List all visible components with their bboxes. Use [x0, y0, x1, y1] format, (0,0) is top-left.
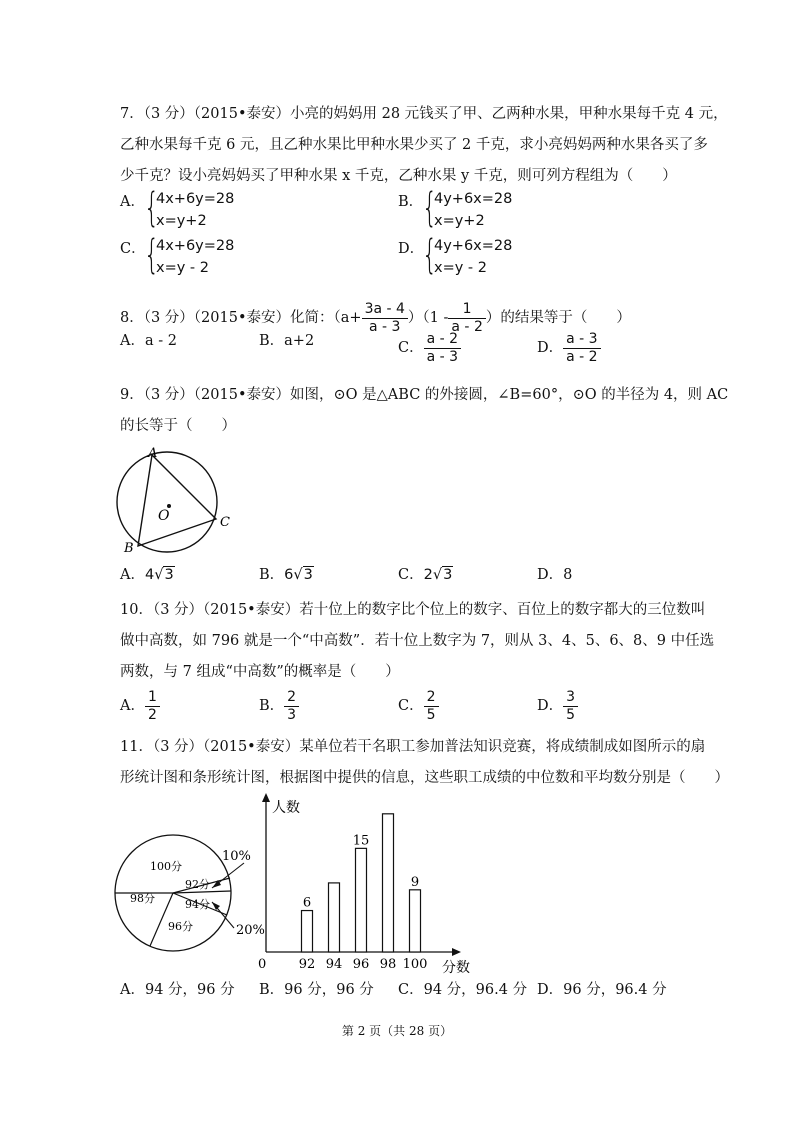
- q8-option-b: [259, 331, 314, 351]
- q10-option-a: [120, 686, 160, 726]
- x-tick-label: 100: [402, 957, 428, 972]
- option-value: 8: [563, 567, 573, 583]
- arrow-icon: [452, 948, 461, 956]
- q7-line1: 7．（3 分）（2015•泰安）小亮的妈妈用 28 元钱买了甲、乙两种水果，甲种水果每千克 4 元，: [120, 106, 728, 122]
- bar-group: [299, 814, 428, 972]
- option-fraction: [424, 689, 439, 724]
- arrow-icon: [262, 793, 270, 802]
- y-axis-label: 人数: [272, 800, 300, 816]
- denominator: a - 2: [566, 348, 598, 365]
- q9-option-b: [259, 565, 314, 585]
- bar-96: [356, 848, 367, 952]
- bar-100: [410, 890, 421, 952]
- q9-circle-figure: [110, 446, 240, 558]
- q9-option-d: [537, 565, 572, 585]
- option-label: A．: [120, 333, 145, 349]
- q7-option-d-system: [422, 232, 542, 282]
- numerator: a - 3: [563, 331, 600, 349]
- vertex-label-b: B: [124, 541, 134, 556]
- equation: x=y+2: [434, 213, 485, 229]
- q11-line1: 11．（3 分）（2015•泰安）某单位若干名职工参加普法知识竞赛，将成绩制成如图所示的扇: [120, 739, 706, 755]
- option-label: B．: [259, 698, 285, 714]
- q11-option-a: [120, 980, 235, 1000]
- option-fraction: [424, 331, 461, 366]
- numerator: 3: [563, 689, 578, 707]
- bar-98: [383, 814, 394, 952]
- q8-option-a: [120, 331, 177, 351]
- option-fraction: [563, 331, 600, 366]
- coefficient: 6: [284, 567, 294, 583]
- option-fraction: [563, 689, 578, 724]
- option-label: C．: [398, 982, 424, 998]
- vertex-label-a: A: [148, 446, 158, 461]
- option-label: C．: [398, 567, 424, 583]
- numerator: 3a - 4: [362, 301, 408, 319]
- denominator: a - 3: [369, 318, 401, 335]
- option-label: D．: [537, 340, 564, 356]
- option-label: A．: [120, 982, 145, 998]
- q9-line2: 的长等于（ ）: [120, 418, 236, 434]
- numerator: 2: [284, 689, 299, 707]
- q10-option-d: [537, 686, 578, 726]
- vertex-label-c: C: [220, 515, 230, 530]
- q11-bar-chart: [250, 790, 490, 980]
- center-label-o: O: [158, 508, 170, 524]
- x-axis-label: 分数: [442, 960, 470, 976]
- q7-option-b-system: [422, 185, 542, 235]
- q11-line2: 形统计图和条形统计图，根据图中提供的信息，这些职工成绩的中位数和平均数分别是（ ）: [120, 770, 729, 786]
- callout-20-percent: 20%: [236, 923, 265, 938]
- option-label: A．: [120, 567, 145, 583]
- brace-icon: {: [144, 232, 160, 278]
- option-fraction: [284, 689, 299, 724]
- x-tick-label: 98: [379, 957, 397, 972]
- bar-data-label: 15: [352, 833, 370, 849]
- origin-label: 0: [258, 957, 267, 972]
- q7-line3: 少千克？设小亮妈妈买了甲种水果 x 千克，乙种水果 y 千克，则可列方程组为（ ）: [120, 168, 677, 184]
- q8-mid: ）（1 -: [407, 310, 449, 326]
- bar-data-label: 6: [302, 895, 312, 911]
- option-fraction: [145, 689, 160, 724]
- equation: x=y - 2: [156, 260, 209, 276]
- radical: 4√3: [144, 567, 174, 583]
- denominator: a - 2: [451, 318, 483, 335]
- q9-line1: 9．（3 分）（2015•泰安）如图，⊙O 是△ABC 的外接圆，∠B=60°，⊙O 的半径为 4，则 AC: [120, 387, 729, 403]
- q11-option-d: [537, 980, 667, 1000]
- q10-option-b: [259, 686, 299, 726]
- denominator: 2: [147, 706, 157, 723]
- numerator: 2: [424, 689, 439, 707]
- pie-label-92: 92分: [185, 878, 210, 891]
- page-footer: 第 2 页（共 28 页）: [341, 1024, 453, 1038]
- brace-icon: {: [422, 232, 438, 278]
- q10-line1: 10．（3 分）（2015•泰安）若十位上的数字比个位上的数字、百位上的数字都大的三位数叫: [120, 602, 706, 618]
- coefficient: 2: [423, 567, 433, 583]
- q8-option-d: [537, 328, 601, 368]
- option-label: D．: [537, 567, 564, 583]
- callout-10-percent: 10%: [222, 849, 251, 864]
- q7-option-c-label: C．: [120, 241, 146, 257]
- numerator: 1: [145, 689, 160, 707]
- pie-label-100: 100分: [150, 860, 182, 873]
- radical: 6√3: [284, 567, 313, 583]
- q11-option-c: [398, 980, 527, 1000]
- denominator: 3: [287, 706, 297, 723]
- radicand: 3: [303, 567, 313, 583]
- q10-option-c: [398, 686, 439, 726]
- equation: 4y+6x=28: [434, 191, 513, 207]
- bar-data-label: 9: [410, 874, 420, 890]
- equation: x=y - 2: [434, 260, 487, 276]
- coefficient: 4: [144, 567, 155, 583]
- numerator: 1: [448, 301, 485, 319]
- option-value: 96 分，96 分: [284, 982, 374, 998]
- radical: 2√3: [423, 567, 453, 583]
- denominator: 5: [426, 706, 436, 723]
- option-label: B．: [259, 982, 285, 998]
- x-tick-label: 92: [298, 957, 316, 972]
- pie-label-98: 98分: [130, 892, 155, 905]
- brace-icon: {: [144, 185, 160, 231]
- option-value: 96 分，96.4 分: [563, 982, 667, 998]
- q9-option-a: [120, 565, 175, 585]
- brace-icon: {: [422, 185, 438, 231]
- q7-line2: 乙种水果每千克 6 元，且乙种水果比甲种水果少买了 2 千克，求小亮妈妈两种水果各买了多: [120, 137, 708, 153]
- radicand: 3: [443, 567, 453, 583]
- radicand: 3: [164, 567, 174, 583]
- denominator: 5: [566, 706, 576, 723]
- q7-option-a-system: [144, 185, 264, 235]
- option-value: 94 分，96 分: [144, 982, 235, 998]
- x-tick-label: 96: [352, 957, 370, 972]
- q10-line2: 做中高数，如 796 就是一个“中高数”．若十位上数字为 7，则从 3、4、5、6、8、9 中任选: [120, 633, 715, 649]
- q9-option-c: [398, 565, 453, 585]
- option-label: C．: [398, 340, 424, 356]
- q8-option-c: [398, 328, 461, 368]
- option-label: D．: [537, 698, 564, 714]
- option-value: 94 分，96.4 分: [423, 982, 528, 998]
- option-label: B．: [259, 567, 285, 583]
- q7-option-b-label: B．: [398, 194, 424, 210]
- q7-option-c-system: [144, 232, 264, 282]
- q11-option-b: [259, 980, 374, 1000]
- q10-line3: 两数，与 7 组成“中高数”的概率是（ ）: [120, 664, 400, 680]
- option-value: a - 2: [144, 333, 177, 349]
- option-label: C．: [398, 698, 424, 714]
- numerator: a - 2: [424, 331, 461, 349]
- pie-label-96: 96分: [168, 920, 193, 933]
- equation: 4x+6y=28: [156, 238, 235, 254]
- bar-94: [329, 883, 340, 952]
- q7-option-d-label: D．: [398, 241, 425, 257]
- option-label: D．: [537, 982, 564, 998]
- q8-prefix: 8．（3 分）（2015•泰安）化简：（a+: [120, 310, 362, 326]
- pie-label-94: 94分: [185, 898, 210, 911]
- equation: 4y+6x=28: [434, 238, 513, 254]
- circumcircle: [117, 452, 217, 552]
- denominator: a - 3: [426, 348, 459, 365]
- option-label: A．: [120, 698, 145, 714]
- q7-option-a-label: A．: [120, 194, 145, 210]
- equation: 4x+6y=28: [156, 191, 235, 207]
- option-value: a+2: [284, 333, 315, 349]
- x-tick-label: 94: [325, 957, 343, 972]
- option-label: B．: [259, 333, 285, 349]
- bar-92: [302, 911, 313, 952]
- q8-suffix: ）的结果等于（ ）: [485, 310, 631, 326]
- equation: x=y+2: [156, 213, 207, 229]
